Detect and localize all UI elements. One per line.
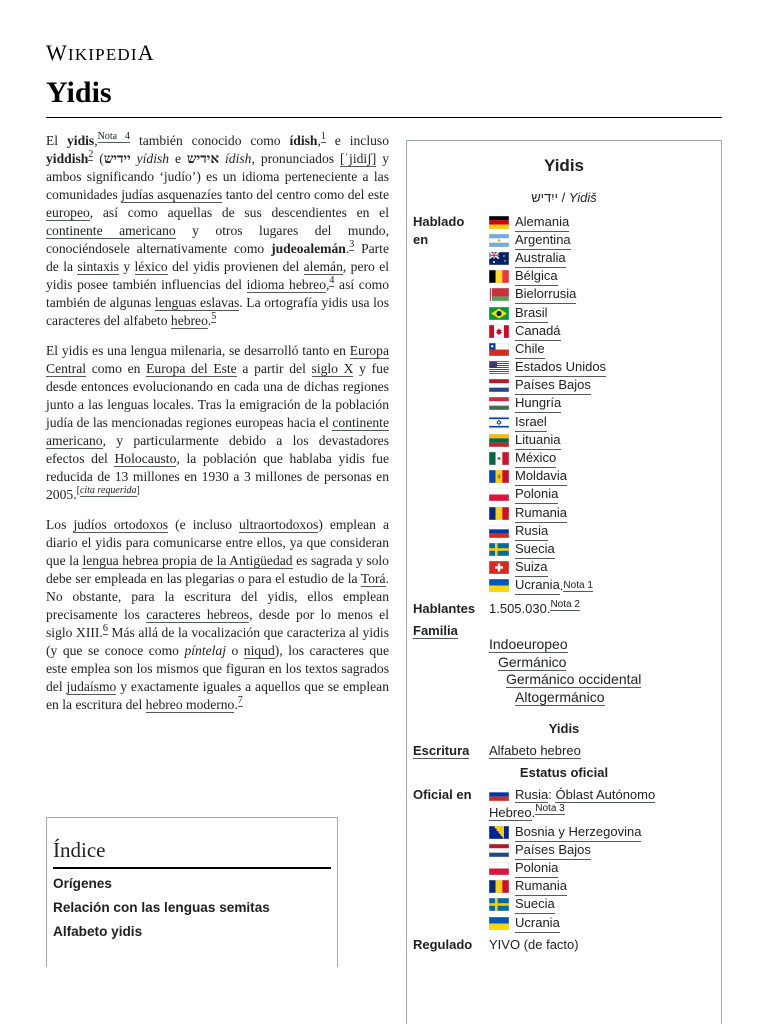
speakers-label: Hablantes — [413, 601, 476, 616]
flag-list-item — [489, 395, 717, 413]
flag-list-item — [489, 340, 717, 358]
country-link-belgica[interactable]: Bélgica — [515, 267, 558, 286]
script-value[interactable]: Alfabeto hebreo — [489, 743, 581, 758]
flag-list-item — [489, 286, 717, 304]
flag-list-item — [489, 213, 717, 231]
flag-suecia-icon — [489, 898, 509, 911]
flag-list-item — [489, 249, 717, 267]
link-niqud[interactable]: niqud — [243, 643, 275, 658]
link-hebreo-moderno[interactable]: hebreo moderno — [145, 697, 235, 712]
link-tora[interactable]: Torá — [360, 571, 386, 586]
flag-list-item — [489, 449, 717, 467]
flag-mexico-icon — [489, 452, 509, 465]
flag-paises-bajos-icon — [489, 379, 509, 392]
country-link-lituania[interactable]: Lituania — [515, 431, 561, 450]
spoken-label: Hablado en — [413, 214, 465, 247]
regulated-value: YIVO (de facto) — [489, 937, 579, 952]
flag-brasil-icon — [489, 307, 509, 320]
family-tree — [489, 636, 717, 706]
flag-list-item — [489, 304, 717, 322]
script-label[interactable]: Escritura — [413, 743, 470, 758]
family-germanico-occidental[interactable]: Germánico occidental — [506, 671, 642, 688]
infobox-native-name: ייִדיש / Yidiš — [531, 190, 597, 205]
family-label[interactable]: Familia — [413, 623, 458, 638]
flag-bosnia-y-herzegovina-icon — [489, 826, 509, 839]
country-link-moldavia[interactable]: Moldavia — [515, 467, 567, 486]
country-link-australia[interactable]: Australia — [515, 249, 566, 268]
flag-lituania-icon — [489, 434, 509, 447]
link-europa-central[interactable]: Europa Central — [46, 343, 389, 376]
flag-israel-icon — [489, 416, 509, 429]
official-status-header: Estatus oficial — [519, 765, 609, 780]
link-europa-del-este[interactable]: Europa del Este — [146, 361, 237, 376]
link-lexico[interactable]: léxico — [134, 259, 168, 274]
ref-1-link[interactable]: 1 — [320, 131, 326, 142]
country-link-polonia[interactable]: Polonia — [515, 859, 558, 878]
flag-suiza-icon — [489, 561, 509, 574]
toc-item-alfabeto[interactable]: Alfabeto yidis — [53, 924, 143, 939]
flag-rumania-icon — [489, 880, 509, 893]
country-link-hungria[interactable]: Hungría — [515, 394, 561, 413]
flag-estados-unidos-icon — [489, 361, 509, 374]
country-link-israel[interactable]: Israel — [515, 413, 547, 432]
ref-4-link[interactable]: 4 — [329, 275, 335, 286]
flag-list-item — [489, 231, 717, 249]
flag-list-item — [489, 522, 717, 540]
flag-hungria-icon — [489, 397, 509, 410]
family-indoeuropeo[interactable]: Indoeuropeo — [489, 636, 568, 652]
flag-list-item — [489, 377, 717, 395]
country-link-bielorrusia[interactable]: Bielorrusia — [515, 285, 576, 304]
link-aleman[interactable]: alemán — [303, 259, 343, 274]
link-holocausto[interactable]: Holocausto — [114, 451, 177, 466]
family-altogermanico[interactable]: Altogermánico — [515, 688, 605, 705]
flag-list-item — [489, 859, 717, 877]
family-leaf: Yidis — [548, 721, 580, 736]
flag-list-item — [489, 823, 717, 841]
flag-rumania-icon — [489, 507, 509, 520]
article-body — [46, 132, 389, 726]
country-link-argentina[interactable]: Argentina — [515, 231, 571, 250]
ref-7-link[interactable]: 7 — [237, 695, 243, 706]
link-judias-asquenazies[interactable]: judías asquenazíes — [121, 187, 223, 202]
country-link-ucrania[interactable]: Ucrania — [515, 576, 560, 595]
flag-list-item — [489, 914, 717, 932]
flag-moldavia-icon — [489, 470, 509, 483]
official-oblast[interactable]: Óblast Autónomo Hebreo — [489, 787, 656, 820]
link-continente-americano-2[interactable]: continente americano — [46, 415, 389, 448]
regulated-label: Regulado — [413, 937, 473, 952]
infobox-title: Yidis — [544, 156, 584, 175]
flag-polonia-icon — [489, 488, 509, 501]
flag-rusia-icon — [489, 525, 509, 538]
official-rusia[interactable]: Rusia — [515, 787, 549, 802]
link-continente-americano[interactable]: continente americano — [46, 223, 176, 238]
paragraph-3: Los judíos ortodoxos (e incluso ultraortodoxos) emplean a diario el yidis para comunicarse entre ellos, ya que consideran que la lengua hebrea propia de la Antigüedad es sagrada y solo debe ser empleada en las plegarias o para el estudio de la Torá. No obstante, para la escritura del yidis, ellos emplean precisamente los caracteres hebreos, desde por lo menos el siglo XIII.$^6$ Más allá de la vocalización que caracteriza al yidis (y que se conoce como píntelaj o niqud), los caracteres que este emplea son los mismos que figuran en los textos sagrados del judaísmo y exactamente iguales a aquellos que se emplean en la escritura del hebreo moderno.$^7$ — [46, 517, 390, 712]
countries-list — [489, 213, 717, 595]
country-link-canada[interactable]: Canadá — [515, 322, 561, 341]
country-link-paises-bajos[interactable]: Países Bajos — [515, 841, 591, 860]
official-label: Oficial en — [413, 787, 472, 802]
flag-russia-icon — [489, 788, 509, 801]
ref-6-link[interactable]: 6 — [102, 623, 108, 634]
infobox — [406, 140, 722, 1024]
note-1-link[interactable]: Nota 1 — [563, 579, 593, 591]
flag-bielorrusia-icon — [489, 288, 509, 301]
official-list: Rusia: Óblast Autónomo Hebreo.$^{Nota 3}$ Bosnia y Herzegovina Países Bajos Polonia Rumania Suecia Ucrania — [489, 786, 717, 932]
link-judaismo[interactable]: judaísmo — [66, 679, 117, 694]
link-lengua-hebrea[interactable]: lengua hebrea propia de la Antigüedad — [82, 553, 293, 568]
flag-chile-icon — [489, 343, 509, 356]
note-3-link[interactable]: Nota 3 — [535, 803, 565, 814]
toc-item-origenes[interactable]: Orígenes — [53, 876, 112, 891]
family-germanico[interactable]: Germánico — [498, 653, 567, 670]
flag-paises-bajos-icon — [489, 844, 509, 857]
note-2-link[interactable]: Nota 2 — [550, 599, 580, 610]
flag-canada-icon — [489, 325, 509, 338]
country-link-chile[interactable]: Chile — [515, 340, 545, 359]
speakers-value: 1.505.030.$^{Nota 2}$ — [489, 599, 580, 616]
flag-list-item — [489, 468, 717, 486]
flag-list-item — [489, 841, 717, 859]
flag-list-item — [489, 540, 717, 558]
link-siglo-x[interactable]: siglo X — [311, 361, 354, 376]
flag-list-item — [489, 878, 717, 896]
flag-australia-icon — [489, 252, 509, 265]
wikipedia-wordmark[interactable]: WIKIPEDIA — [46, 40, 155, 65]
flag-list-item — [489, 413, 717, 431]
country-link-suecia[interactable]: Suecia — [515, 895, 555, 914]
paragraph-2: El yidis es una lengua milenaria, se desarrolló tanto en Europa Central como en Europa del Este a partir del siglo X y fue desde entonces evolucionando en cada una de dichas regiones junto a las lenguas locales. Tras la emigración de la población judía de las mencionadas regiones europeas hacia el continente americano, y particularmente debido a los devastadores efectos del Holocausto, la población que hablaba yidis fue reducida de 13 millones en 1930 a 3 millones de personas en 2005.[cita requerida] — [46, 343, 389, 502]
country-link-polonia[interactable]: Polonia — [515, 485, 558, 504]
link-ultraortodoxos[interactable]: ultraortodoxos — [239, 517, 319, 532]
country-link-paises-bajos[interactable]: Países Bajos — [515, 376, 591, 395]
country-link-estados-unidos[interactable]: Estados Unidos — [515, 358, 606, 377]
country-link-alemania[interactable]: Alemania — [515, 213, 569, 232]
ipa-link[interactable]: [ˈjidiʃ] — [340, 151, 377, 166]
flag-list-item — [489, 896, 717, 914]
country-link-suecia[interactable]: Suecia — [515, 540, 555, 559]
table-of-contents — [46, 817, 338, 967]
country-link-bosnia-y-herzegovina[interactable]: Bosnia y Herzegovina — [515, 823, 641, 842]
link-hebreo[interactable]: hebreo — [170, 313, 208, 328]
country-link-mexico[interactable]: México — [515, 449, 556, 468]
note-4-link[interactable]: Nota 4 — [97, 131, 131, 142]
country-link-rumania[interactable]: Rumania — [515, 504, 567, 523]
flag-suecia-icon — [489, 543, 509, 556]
flag-list-item — [489, 268, 717, 286]
flag-list-item — [489, 431, 717, 449]
flag-ucrania-icon — [489, 917, 509, 930]
ref-5-link[interactable]: 5 — [211, 311, 217, 322]
toc-title: Índice — [53, 838, 331, 869]
ref-3-link[interactable]: 3 — [349, 239, 355, 250]
country-link-ucrania[interactable]: Ucrania — [515, 914, 560, 933]
flag-polonia-icon — [489, 862, 509, 875]
flag-alemania-icon — [489, 216, 509, 229]
title-divider — [46, 117, 722, 118]
link-caracteres-hebreos[interactable]: caracteres hebreos — [146, 607, 250, 622]
cita-requerida-link[interactable]: cita requerida — [79, 485, 137, 496]
flag-belgica-icon — [489, 270, 509, 283]
flag-list-item — [489, 359, 717, 377]
link-europeo[interactable]: europeo — [46, 205, 90, 220]
country-link-suiza[interactable]: Suiza — [515, 558, 548, 577]
link-lenguas-eslavas[interactable]: lenguas eslavas — [154, 295, 240, 310]
flag-list-item — [489, 322, 717, 340]
link-judios-ortodoxos[interactable]: judíos ortodoxos — [73, 517, 169, 532]
country-link-rumania[interactable]: Rumania — [515, 877, 567, 896]
link-sintaxis[interactable]: sintaxis — [77, 259, 119, 274]
link-idioma-hebreo[interactable]: idioma hebreo — [246, 277, 327, 292]
flag-argentina-icon — [489, 234, 509, 247]
flag-list-item — [489, 504, 717, 522]
paragraph-1: El yidis,$^{Nota 4}$ también conocido como ídish,$^1$ e incluso yiddish$^2$ (יידיש yídish e אידיש ídish, pronunciados [ˈjidiʃ] y ambos significando ‘judío’) es un idioma perteneciente a las comunidades judías asquenazíes tanto del centro como del este europeo, así como aquellas de sus descendientes en el continente americano y otros lugares del mundo, conociéndosele alternativamente como judeoalemán.$^3$ Parte de la sintaxis y léxico del yidis provienen del alemán, pero el yidis posee también influencias del idioma hebreo,$^4$ así como también de algunas lenguas eslavas. La ortografía yidis usa los caracteres del alfabeto hebreo.$^5$ — [46, 131, 390, 328]
country-link-rusia[interactable]: Rusia — [515, 522, 548, 541]
flag-ucrania-icon — [489, 579, 509, 592]
page-title: Yidis — [46, 76, 112, 109]
flag-list-item: Ucrania . Nota 1 — [489, 577, 717, 595]
flag-list-item — [489, 559, 717, 577]
flag-list-item — [489, 486, 717, 504]
toc-item-relacion[interactable]: Relación con las lenguas semitas — [53, 900, 270, 915]
ref-2-link[interactable]: 2 — [88, 149, 94, 160]
country-link-brasil[interactable]: Brasil — [515, 304, 548, 323]
